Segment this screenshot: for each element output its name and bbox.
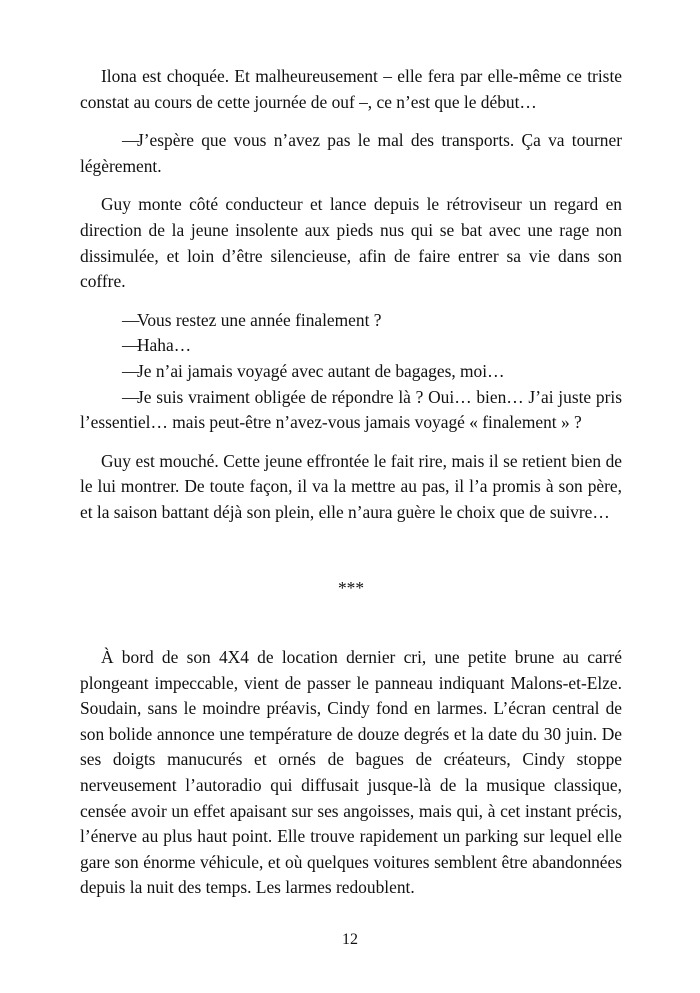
dialogue-dash: — xyxy=(122,130,140,151)
dialogue-text: Je n’ai jamais voyagé avec autant de bagages, moi… xyxy=(137,360,505,381)
dialogue-exchange xyxy=(80,308,622,436)
section-separator: *** xyxy=(337,577,365,598)
dialogue-dash: — xyxy=(122,309,140,330)
paragraph-ilona-shocked: Ilona est choquée. Et malheureusement – elle fera par elle-même ce triste constat au cours de cette journée de ouf –, ce n’est que le début… xyxy=(80,66,622,112)
dialogue-line xyxy=(80,385,622,436)
dialogue-line xyxy=(80,333,622,359)
dialogue-text: Je suis vraiment obligée de répondre là ? Oui… bien… J’ai juste pris l’essentiel… mais peut-être n’avez-vous jamais voyagé « finalement » ? xyxy=(80,386,622,433)
page-number: 12 xyxy=(342,931,358,948)
dialogue-dash: — xyxy=(122,335,140,356)
dialogue-dash: — xyxy=(122,386,140,407)
paragraph-cindy: À bord de son 4X4 de location dernier cri, une petite brune au carré plongeant impeccable, vient de passer le panneau indiquant Malons-et-Elze. Soudain, sans le moindre préavis, Cindy fond en larmes. L’écran central de son bolide annonce une température de douze degrés et la date du 30 juin. De ses doigts manucurés et ornés de bagues de créateurs, Cindy stoppe nerveusement l’autoradio qui diffusait jusque-là de la musique classique, censée avoir un effet apaisant sur ses angoisses, mais qui, à cet instant précis, l’énerve au plus haut point. Elle trouve rapidement un parking sur lequel elle gare son énorme véhicule, et où quelques voitures semblent être abandonnées depuis la nuit des temps. Les larmes redoublent. xyxy=(80,647,622,898)
dialogue-text: Vous restez une année finalement ? xyxy=(137,309,382,330)
dialogue-text: J’espère que vous n’avez pas le mal des transports. Ça va tourner légèrement. xyxy=(80,130,622,176)
dialogue-transport xyxy=(80,128,622,179)
dialogue-text: Haha… xyxy=(137,335,192,356)
paragraph-guy-driver: Guy monte côté conducteur et lance depuis le rétroviseur un regard en direction de la jeune insolente aux pieds nus qui se bat avec une rage non dissimulée, et loin d’être silencieuse, afin de faire entrer sa vie dans son coffre. xyxy=(80,194,622,292)
dialogue-line xyxy=(80,308,622,334)
paragraph-guy-mouche: Guy est mouché. Cette jeune effrontée le fait rire, mais il se retient bien de le lui montrer. De toute façon, il va la mettre au pas, il l’a promis à son père, et la saison battant déjà son plein, elle n’aura guère le choix que de suivre… xyxy=(80,450,622,522)
dialogue-line xyxy=(80,359,622,385)
dialogue-dash: — xyxy=(122,360,140,381)
page-body xyxy=(80,64,622,901)
